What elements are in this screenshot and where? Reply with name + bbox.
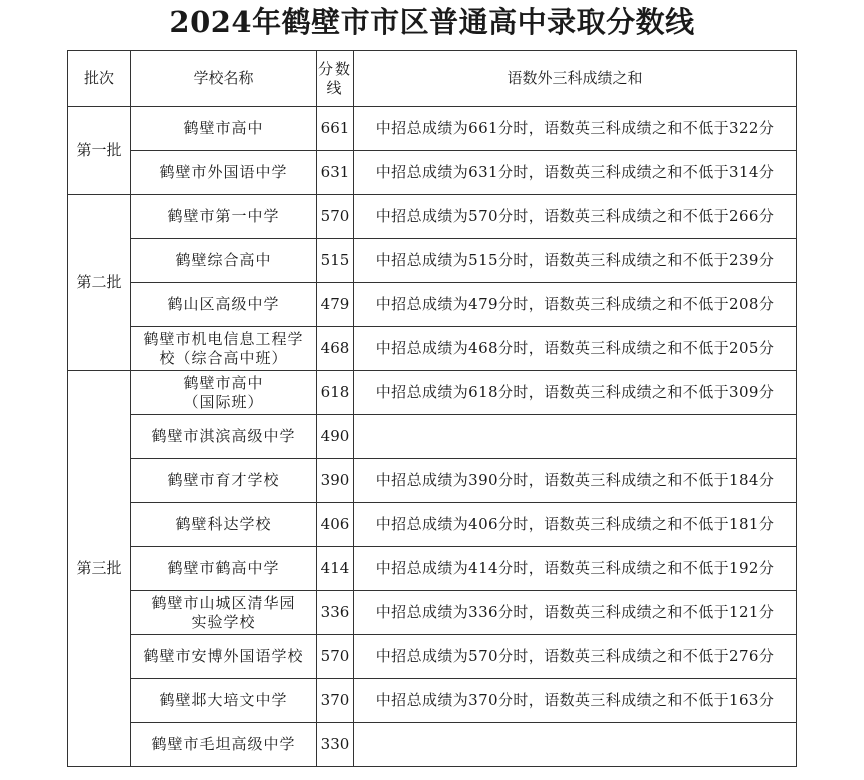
score-cell: 618 (317, 371, 354, 415)
header-condition: 语数外三科成绩之和 (354, 51, 797, 107)
score-cell: 661 (317, 107, 354, 151)
school-name-line: 鹤壁市毛坦高级中学 (151, 735, 296, 753)
school-cell (131, 327, 317, 371)
condition-cell: 中招总成绩为414分时，语数英三科成绩之和不低于192分 (354, 547, 797, 591)
score-cell: 370 (317, 679, 354, 723)
condition-cell: 中招总成绩为468分时，语数英三科成绩之和不低于205分 (354, 327, 797, 371)
condition-cell: 中招总成绩为406分时，语数英三科成绩之和不低于181分 (354, 503, 797, 547)
batch-cell: 第一批 (68, 107, 131, 195)
table-body (68, 51, 797, 767)
school-name-line: 鹤壁市外国语中学 (159, 163, 288, 181)
table-row (68, 415, 797, 459)
school-cell (131, 283, 317, 327)
score-cell: 570 (317, 635, 354, 679)
school-cell (131, 151, 317, 195)
table-row (68, 107, 797, 151)
score-cell: 336 (317, 591, 354, 635)
score-cell: 570 (317, 195, 354, 239)
condition-cell: 中招总成绩为390分时，语数英三科成绩之和不低于184分 (354, 459, 797, 503)
school-name-line: 鹤壁市鹤高中学 (167, 559, 280, 577)
header-score-line2: 线 (326, 78, 344, 97)
school-cell (131, 371, 317, 415)
school-name-line: 鹤壁市安博外国语学校 (143, 647, 304, 665)
table-row (68, 239, 797, 283)
condition-cell (354, 415, 797, 459)
table-row (68, 547, 797, 591)
school-cell (131, 679, 317, 723)
school-cell (131, 547, 317, 591)
table-row (68, 635, 797, 679)
school-name-line: 鹤壁市育才学校 (167, 471, 280, 489)
school-name-line: 鹤壁市高中 (183, 373, 264, 392)
score-cell: 390 (317, 459, 354, 503)
school-cell (131, 723, 317, 767)
condition-cell: 中招总成绩为336分时，语数英三科成绩之和不低于121分 (354, 591, 797, 635)
score-cell: 406 (317, 503, 354, 547)
school-cell (131, 459, 317, 503)
school-name-line: 鹤壁市山城区清华园 (151, 593, 296, 612)
score-cell: 468 (317, 327, 354, 371)
school-name-line: 鹤壁综合高中 (175, 251, 272, 269)
table-row (68, 679, 797, 723)
school-name-line: 校（综合高中班） (159, 348, 288, 367)
table-header-row (68, 51, 797, 107)
school-name-line: 鹤壁市淇滨高级中学 (151, 427, 296, 445)
school-name-line: 鹤壁邶大培文中学 (159, 691, 288, 709)
table-row (68, 151, 797, 195)
table-row (68, 591, 797, 635)
table-row (68, 283, 797, 327)
school-cell (131, 195, 317, 239)
school-name-line: （国际班） (183, 392, 264, 411)
table-row (68, 723, 797, 767)
header-school: 学校名称 (131, 51, 317, 107)
score-cell: 330 (317, 723, 354, 767)
condition-cell: 中招总成绩为570分时，语数英三科成绩之和不低于266分 (354, 195, 797, 239)
condition-cell: 中招总成绩为618分时，语数英三科成绩之和不低于309分 (354, 371, 797, 415)
school-cell (131, 503, 317, 547)
table-row (68, 503, 797, 547)
school-cell (131, 635, 317, 679)
school-cell (131, 239, 317, 283)
condition-cell: 中招总成绩为570分时，语数英三科成绩之和不低于276分 (354, 635, 797, 679)
school-cell (131, 107, 317, 151)
school-name-line: 鹤山区高级中学 (167, 295, 280, 313)
condition-cell: 中招总成绩为515分时，语数英三科成绩之和不低于239分 (354, 239, 797, 283)
table-row (68, 459, 797, 503)
admission-score-table (67, 50, 797, 767)
score-cell: 515 (317, 239, 354, 283)
school-cell (131, 415, 317, 459)
school-name-line: 鹤壁市第一中学 (167, 207, 280, 225)
score-cell: 490 (317, 415, 354, 459)
table-row (68, 195, 797, 239)
header-score-line1: 分数 (317, 59, 352, 78)
header-score (317, 51, 354, 107)
condition-cell: 中招总成绩为479分时，语数英三科成绩之和不低于208分 (354, 283, 797, 327)
header-batch: 批次 (68, 51, 131, 107)
school-cell (131, 591, 317, 635)
score-cell: 414 (317, 547, 354, 591)
page-title: 2024年鹤壁市市区普通高中录取分数线 (169, 5, 695, 39)
school-name-line: 鹤壁科达学校 (175, 515, 272, 533)
condition-cell: 中招总成绩为661分时，语数英三科成绩之和不低于322分 (354, 107, 797, 151)
condition-cell (354, 723, 797, 767)
table-row (68, 371, 797, 415)
condition-cell: 中招总成绩为631分时，语数英三科成绩之和不低于314分 (354, 151, 797, 195)
school-name-line: 鹤壁市高中 (183, 119, 264, 137)
table-row (68, 327, 797, 371)
batch-cell: 第二批 (68, 195, 131, 371)
school-name-line: 实验学校 (191, 612, 256, 631)
batch-cell: 第三批 (68, 371, 131, 767)
score-cell: 631 (317, 151, 354, 195)
score-cell: 479 (317, 283, 354, 327)
condition-cell: 中招总成绩为370分时，语数英三科成绩之和不低于163分 (354, 679, 797, 723)
school-name-line: 鹤壁市机电信息工程学 (143, 329, 304, 348)
